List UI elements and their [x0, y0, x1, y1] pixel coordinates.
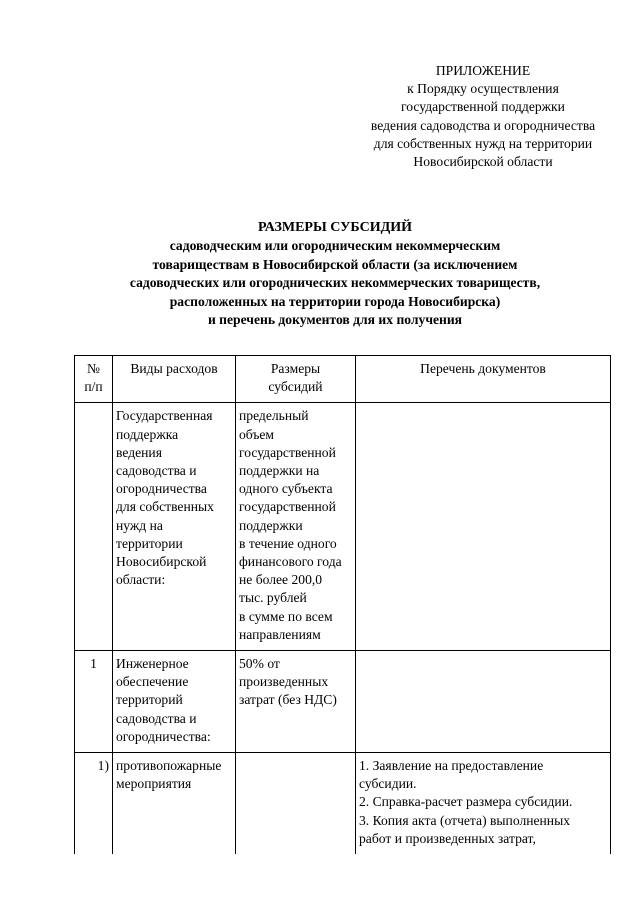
table-row	[75, 651, 611, 753]
cell-docs	[356, 403, 611, 651]
cell-line: №	[87, 361, 100, 376]
cell-line: нужд на	[116, 517, 163, 533]
cell-line: Размеры	[270, 361, 321, 376]
cell-size	[236, 753, 356, 855]
cell-line: финансового года	[239, 554, 342, 570]
header-size	[236, 356, 356, 403]
cell-docs	[356, 651, 611, 753]
cell-line: в течение одного	[239, 535, 337, 551]
document-subtitle-line: товариществам в Новосибирской области (за исключением	[152, 256, 518, 272]
cell-num	[75, 753, 113, 855]
cell-docs	[356, 753, 611, 855]
cell-line	[78, 407, 109, 425]
table-row	[75, 753, 611, 855]
cell-line: 1)	[97, 758, 109, 774]
cell-line: огородничества:	[116, 728, 211, 744]
cell-line: 50% от	[239, 656, 280, 672]
cell-line: 3. Копия акта (отчета) выполненных	[359, 812, 571, 828]
document-subtitle-line: садоводческих или огороднических некоммерческих товариществ,	[129, 275, 541, 291]
cell-line: поддержка	[116, 426, 179, 442]
cell-line: субсидии.	[359, 776, 417, 792]
appendix-line: к Порядку осуществления	[407, 81, 559, 97]
cell-kind	[113, 651, 236, 753]
cell-line: поддержки	[239, 517, 303, 533]
document-subtitle-line: расположенных на территории города Новосибирска)	[169, 293, 501, 309]
cell-line: в сумме по всем	[239, 608, 333, 624]
document-heading	[40, 219, 630, 329]
cell-line: объем	[239, 426, 275, 442]
subsidy-table	[74, 355, 611, 854]
cell-line: обеспечение	[116, 674, 189, 690]
cell-line: не более 200,0	[239, 572, 323, 588]
cell-line: для собственных	[116, 499, 214, 515]
cell-line: затрат (без НДС)	[239, 692, 337, 708]
document-title: РАЗМЕРЫ СУБСИДИЙ	[257, 220, 413, 235]
table-header-row	[75, 356, 611, 403]
appendix-title: ПРИЛОЖЕНИЕ	[435, 63, 531, 78]
cell-line: Инженерное	[116, 656, 189, 672]
cell-line	[359, 655, 607, 673]
appendix-line: государственной поддержки	[401, 99, 565, 115]
cell-line: субсидий	[268, 379, 323, 395]
header-num	[75, 356, 113, 403]
cell-line: 1	[90, 656, 97, 672]
cell-line: территорий	[116, 692, 183, 708]
document-subtitle-line: и перечень документов для их получения	[207, 312, 463, 328]
cell-line: садоводства и	[116, 710, 197, 726]
appendix-block	[348, 62, 618, 171]
document-subtitle-line: садоводческим или огородническим некоммерческим	[169, 238, 501, 254]
cell-line: предельный	[239, 408, 309, 424]
cell-num	[75, 403, 113, 651]
cell-line: 1. Заявление на предоставление	[359, 758, 544, 774]
cell-line: мероприятия	[116, 776, 192, 792]
cell-size	[236, 403, 356, 651]
cell-line: Перечень документов	[420, 361, 546, 376]
cell-line	[239, 757, 352, 775]
cell-line: противопожарные	[116, 758, 222, 774]
cell-line: огородничества	[116, 481, 207, 497]
cell-line: поддержки на	[239, 463, 320, 479]
cell-line: государственной	[239, 499, 336, 515]
cell-line: Новосибирской	[116, 554, 207, 570]
cell-line: Государственная	[116, 408, 213, 424]
cell-line: работ и произведенных затрат,	[359, 830, 536, 846]
cell-kind	[113, 753, 236, 855]
cell-line: п/п	[84, 379, 103, 395]
cell-line: Виды расходов	[130, 361, 218, 376]
appendix-line: ведения садоводства и огородничества	[370, 117, 596, 133]
header-kind	[113, 356, 236, 403]
cell-line: садоводства и	[116, 463, 197, 479]
cell-num	[75, 651, 113, 753]
appendix-line: для собственных нужд на территории	[373, 135, 593, 151]
cell-line: территории	[116, 535, 183, 551]
cell-line: произведенных	[239, 674, 329, 690]
cell-line: 2. Справка-расчет размера субсидии.	[359, 794, 573, 810]
cell-kind	[113, 403, 236, 651]
header-docs	[356, 356, 611, 403]
appendix-line: Новосибирской области	[413, 154, 553, 170]
cell-line	[359, 407, 607, 425]
cell-size	[236, 651, 356, 753]
cell-line: области:	[116, 572, 166, 588]
cell-line: тыс. рублей	[239, 590, 307, 606]
cell-line: ведения	[116, 444, 162, 460]
table-row	[75, 403, 611, 651]
cell-line: направлениям	[239, 626, 321, 642]
cell-line: государственной	[239, 444, 336, 460]
cell-line: одного субъекта	[239, 481, 333, 497]
